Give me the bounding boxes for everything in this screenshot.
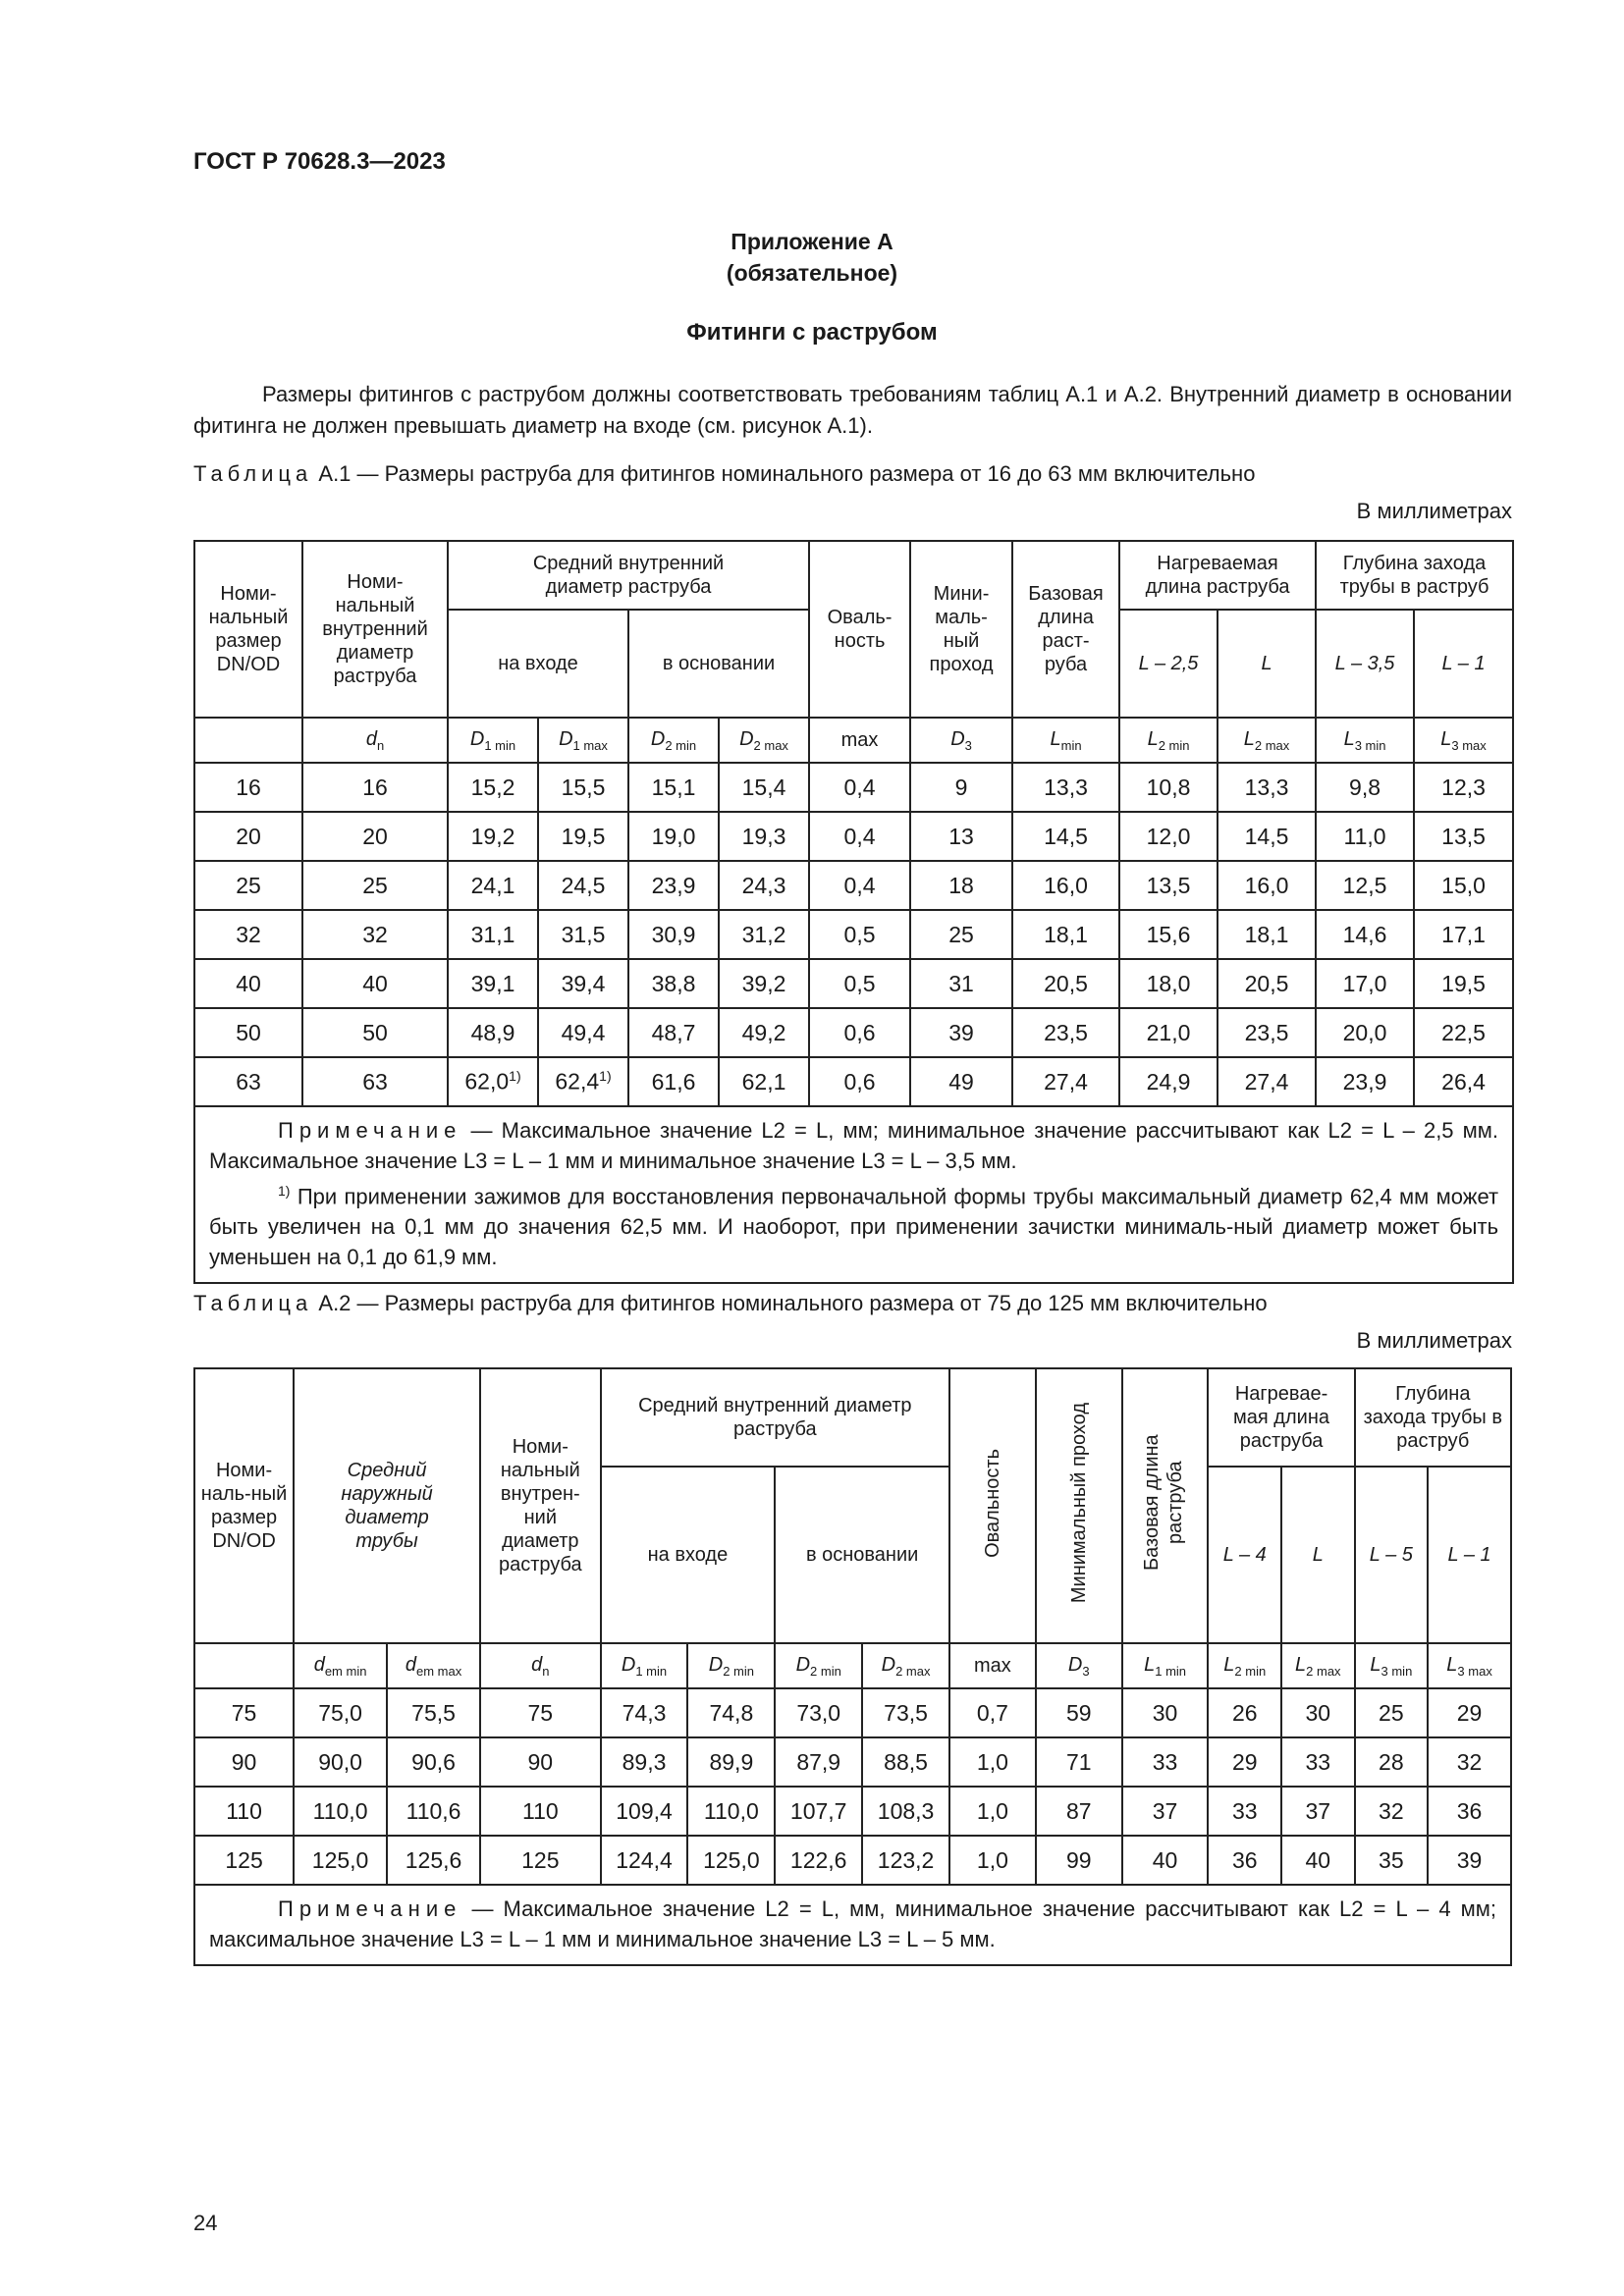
t1-cell: 14,5 <box>1012 812 1119 861</box>
t2-cell: 26 <box>1208 1688 1281 1737</box>
t1-cell: 17,1 <box>1414 910 1513 959</box>
t2-cell: 125 <box>194 1836 294 1885</box>
t2-cell: 108,3 <box>862 1787 949 1836</box>
t1-cell: 15,0 <box>1414 861 1513 910</box>
table2-units: В миллиметрах <box>1356 1328 1512 1353</box>
t1-cell: 0,5 <box>809 910 910 959</box>
section-title: Фитинги с раструбом <box>686 319 938 346</box>
table-row <box>194 763 1513 812</box>
t2-h-min-bore <box>1036 1368 1122 1643</box>
t1-h-nominal-inner: Номи-нальный внутренний диаметр раструба <box>302 541 448 718</box>
t1-cell: 16,0 <box>1218 861 1316 910</box>
t2-cell: 110,6 <box>387 1787 480 1836</box>
t1-cell: 15,1 <box>628 763 719 812</box>
t2-cell: 33 <box>1281 1737 1355 1787</box>
t1-cell: 62,4$^{1)}$ <box>538 1057 628 1106</box>
t1-cell: 9 <box>910 763 1012 812</box>
t1-cell: 0,4 <box>809 763 910 812</box>
t1-cell: 12,0 <box>1119 812 1218 861</box>
t2-cell: 90,6 <box>387 1737 480 1787</box>
t2-cell: 90,0 <box>294 1737 387 1787</box>
t2-h-ovality-text: Овальность <box>981 1448 1003 1558</box>
t2-cell: 87,9 <box>775 1737 862 1787</box>
t1-cell: 20 <box>194 812 302 861</box>
t1-cell: 25 <box>910 910 1012 959</box>
table2-note-label: Примечание <box>278 1896 462 1921</box>
t2-cell: 30 <box>1122 1688 1209 1737</box>
table-row <box>194 1008 1513 1057</box>
t1-cell: 40 <box>194 959 302 1008</box>
t2-sym-d1min: $D_{1 min}$ <box>601 1643 688 1688</box>
table1-note-text: — Максимальное значение L2 = L, мм; минимальное значение рассчитывают как L2 = L – 2,5 мм. Максимальное значение L3 = L – 1 мм и минимальное значение L3 = L – 3,5 мм. <box>209 1118 1499 1173</box>
t1-cell: 48,9 <box>448 1008 538 1057</box>
t1-h-l: L <box>1218 610 1316 718</box>
t2-h-base-length <box>1122 1368 1209 1643</box>
table2-label: Таблица <box>193 1291 313 1315</box>
t2-cell: 1,0 <box>949 1836 1036 1885</box>
appendix-subtitle: (обязательное) <box>726 260 898 286</box>
t2-h-mean-inner: Средний внутренний диаметр раструба <box>601 1368 949 1467</box>
t1-cell: 19,5 <box>538 812 628 861</box>
t2-cell: 124,4 <box>601 1836 688 1885</box>
footnote-mark: 1) <box>599 1068 612 1085</box>
t1-h-at-entry: на входе <box>448 610 628 718</box>
t2-h-heated-length: Нагревае-мая длина раструба <box>1208 1368 1354 1467</box>
t1-sym-max: max <box>809 718 910 763</box>
t2-cell: 87 <box>1036 1787 1122 1836</box>
t1-sym-l2max: $L_{2 max}$ <box>1218 718 1316 763</box>
t1-sym-d2min: $D_{2 min}$ <box>628 718 719 763</box>
t2-cell: 0,7 <box>949 1688 1036 1737</box>
t1-cell: 16 <box>302 763 448 812</box>
t2-h-l-minus-5: L – 5 <box>1355 1467 1429 1643</box>
table1-caption <box>193 461 1255 487</box>
t2-cell: 29 <box>1208 1737 1281 1787</box>
t2-cell: 123,2 <box>862 1836 949 1885</box>
t1-cell: 18,1 <box>1012 910 1119 959</box>
table1-caption-text: А.1 — Размеры раструба для фитингов номинального размера от 16 до 63 мм включительно <box>318 461 1256 486</box>
table-row <box>194 959 1513 1008</box>
t2-sym-max: max <box>949 1643 1036 1688</box>
t1-cell: 19,2 <box>448 812 538 861</box>
t2-cell: 36 <box>1428 1787 1511 1836</box>
t2-h-at-base: в основании <box>775 1467 949 1643</box>
t1-cell: 9,8 <box>1316 763 1414 812</box>
table-row <box>194 1688 1511 1737</box>
t1-cell: 48,7 <box>628 1008 719 1057</box>
table1-footnote-text: При применении зажимов для восстановления первоначальной формы трубы максимальный диаметр 62,4 мм может быть увеличен на 0,1 мм до значения 62,5 мм. И наоборот, при применении зачистки минималь-ный диаметр может быть уменьшен на 0,1 до 61,9 мм. <box>209 1184 1499 1270</box>
page-number: 24 <box>193 2211 218 2235</box>
table1-units: В миллиметрах <box>1356 499 1512 523</box>
t1-cell: 40 <box>302 959 448 1008</box>
t2-cell: 36 <box>1208 1836 1281 1885</box>
t1-cell: 14,6 <box>1316 910 1414 959</box>
t2-h-l: L <box>1281 1467 1355 1643</box>
t2-h-insertion-depth: Глубина захода трубы в раструб <box>1355 1368 1511 1467</box>
table-row <box>194 1836 1511 1885</box>
t1-cell: 39,1 <box>448 959 538 1008</box>
table2-caption <box>193 1291 1268 1316</box>
t1-cell: 13,5 <box>1119 861 1218 910</box>
table-row <box>194 812 1513 861</box>
t2-cell: 90 <box>480 1737 601 1787</box>
t1-sym-empty <box>194 718 302 763</box>
t2-cell: 40 <box>1281 1836 1355 1885</box>
table2-caption-text: А.2 — Размеры раструба для фитингов номинального размера от 75 до 125 мм включительно <box>318 1291 1268 1315</box>
t2-sym-d2min-a: $D_{2 min}$ <box>687 1643 775 1688</box>
t1-sym-d1min: $D_{1 min}$ <box>448 718 538 763</box>
t2-cell: 1,0 <box>949 1787 1036 1836</box>
t1-sym-lmin: $L_{min}$ <box>1012 718 1119 763</box>
t1-cell: 31,1 <box>448 910 538 959</box>
t1-cell: 49,2 <box>719 1008 809 1057</box>
document-code: ГОСТ Р 70628.3—2023 <box>193 148 446 175</box>
t1-cell: 31,2 <box>719 910 809 959</box>
t1-cell: 24,3 <box>719 861 809 910</box>
t2-cell: 75 <box>194 1688 294 1737</box>
t2-sym-demmax: $d_{em max}$ <box>387 1643 480 1688</box>
table1-note-label: Примечание <box>278 1118 462 1143</box>
t2-cell: 29 <box>1428 1688 1511 1737</box>
t2-cell: 110 <box>480 1787 601 1836</box>
t1-cell: 15,5 <box>538 763 628 812</box>
t1-cell: 16 <box>194 763 302 812</box>
t2-cell: 39 <box>1428 1836 1511 1885</box>
t1-h-at-base: в основании <box>628 610 809 718</box>
t1-h-insertion-depth: Глубина захода трубы в раструб <box>1316 541 1513 610</box>
t2-cell: 107,7 <box>775 1787 862 1836</box>
t2-cell: 30 <box>1281 1688 1355 1737</box>
t1-sym-l2min: $L_{2 min}$ <box>1119 718 1218 763</box>
table-row <box>194 1737 1511 1787</box>
t2-cell: 59 <box>1036 1688 1122 1737</box>
t2-cell: 74,3 <box>601 1688 688 1737</box>
t2-sym-l1min: $L_{1 min}$ <box>1122 1643 1209 1688</box>
t2-cell: 33 <box>1208 1787 1281 1836</box>
t2-cell: 1,0 <box>949 1737 1036 1787</box>
table-row <box>194 861 1513 910</box>
t1-cell: 21,0 <box>1119 1008 1218 1057</box>
t1-cell: 19,5 <box>1414 959 1513 1008</box>
t2-sym-l2min: $L_{2 min}$ <box>1208 1643 1281 1688</box>
t1-cell: 50 <box>302 1008 448 1057</box>
t1-h-min-bore: Мини-маль-ный проход <box>910 541 1012 718</box>
t2-cell: 125 <box>480 1836 601 1885</box>
t1-cell: 0,4 <box>809 812 910 861</box>
t1-cell: 24,1 <box>448 861 538 910</box>
t2-cell: 88,5 <box>862 1737 949 1787</box>
table2-note-text: — Максимальное значение L2 = L, мм, минимальное значение рассчитывают как L2 = L – 4 мм; максимальное значение L3 = L – 1 мм и минимальное значение L3 = L – 5 мм. <box>209 1896 1496 1951</box>
table1-footnote-mark: 1) <box>278 1183 291 1199</box>
t1-cell: 18,1 <box>1218 910 1316 959</box>
t1-h-base-length: Базовая длина раст-руба <box>1012 541 1119 718</box>
t1-cell: 20 <box>302 812 448 861</box>
t1-cell: 0,6 <box>809 1008 910 1057</box>
t1-cell: 23,5 <box>1012 1008 1119 1057</box>
table1 <box>193 540 1514 1284</box>
t1-cell: 32 <box>194 910 302 959</box>
t1-cell: 31 <box>910 959 1012 1008</box>
t2-h-mean-outer: Средний наружный диаметр трубы <box>294 1368 480 1643</box>
t1-cell: 27,4 <box>1012 1057 1119 1106</box>
t2-cell: 73,0 <box>775 1688 862 1737</box>
t1-cell: 62,1 <box>719 1057 809 1106</box>
t2-h-dn-od: Номи-наль-ный размер DN/OD <box>194 1368 294 1643</box>
t2-h-base-length-text: Базовая длина раструба <box>1140 1434 1186 1572</box>
t1-cell: 62,0$^{1)}$ <box>448 1057 538 1106</box>
t1-cell: 22,5 <box>1414 1008 1513 1057</box>
table-row <box>194 1787 1511 1836</box>
t1-cell: 63 <box>302 1057 448 1106</box>
intro-paragraph: Размеры фитингов с раструбом должны соответствовать требованиям таблиц А.1 и А.2. Внутренний диаметр в основании фитинга не должен превышать диаметр на входе (см. рисунок А.1). <box>193 382 1512 438</box>
t2-cell: 99 <box>1036 1836 1122 1885</box>
t2-h-ovality <box>949 1368 1036 1643</box>
t1-cell: 17,0 <box>1316 959 1414 1008</box>
t1-sym-dn: $d_n$ <box>302 718 448 763</box>
t2-cell: 74,8 <box>687 1688 775 1737</box>
t2-cell: 37 <box>1122 1787 1209 1836</box>
t2-h-l-minus-1: L – 1 <box>1428 1467 1511 1643</box>
t1-h-l-minus-3-5: L – 3,5 <box>1316 610 1414 718</box>
t1-sym-l3min: $L_{3 min}$ <box>1316 718 1414 763</box>
t2-sym-d2max: $D_{2 max}$ <box>862 1643 949 1688</box>
t1-cell: 49 <box>910 1057 1012 1106</box>
t2-cell: 75,5 <box>387 1688 480 1737</box>
table2 <box>193 1367 1512 1966</box>
t1-cell: 39,2 <box>719 959 809 1008</box>
t1-cell: 10,8 <box>1119 763 1218 812</box>
t1-cell: 0,5 <box>809 959 910 1008</box>
t1-sym-d2max: $D_{2 max}$ <box>719 718 809 763</box>
t2-h-nominal-inner: Номи-нальный внутрен-ний диаметр раструба <box>480 1368 601 1643</box>
t2-cell: 89,3 <box>601 1737 688 1787</box>
t1-cell: 32 <box>302 910 448 959</box>
t1-cell: 13,5 <box>1414 812 1513 861</box>
t1-cell: 20,5 <box>1218 959 1316 1008</box>
t1-cell: 0,4 <box>809 861 910 910</box>
table1-note <box>194 1106 1513 1283</box>
t1-cell: 13,3 <box>1218 763 1316 812</box>
t2-cell: 40 <box>1122 1836 1209 1885</box>
t1-cell: 23,5 <box>1218 1008 1316 1057</box>
t1-cell: 30,9 <box>628 910 719 959</box>
t2-cell: 110,0 <box>687 1787 775 1836</box>
t2-cell: 122,6 <box>775 1836 862 1885</box>
table2-note <box>194 1885 1511 1965</box>
t1-cell: 13 <box>910 812 1012 861</box>
t1-cell: 27,4 <box>1218 1057 1316 1106</box>
t1-cell: 11,0 <box>1316 812 1414 861</box>
t1-cell: 49,4 <box>538 1008 628 1057</box>
t1-cell: 0,6 <box>809 1057 910 1106</box>
t1-cell: 25 <box>194 861 302 910</box>
t1-h-heated-length: Нагреваемая длина раструба <box>1119 541 1316 610</box>
t1-cell: 15,2 <box>448 763 538 812</box>
t2-cell: 35 <box>1355 1836 1429 1885</box>
t2-h-l-minus-4: L – 4 <box>1208 1467 1281 1643</box>
t1-cell: 18 <box>910 861 1012 910</box>
t1-sym-l3max: $L_{3 max}$ <box>1414 718 1513 763</box>
t1-h-mean-inner: Средний внутренний диаметр раструба <box>448 541 809 610</box>
t1-cell: 12,5 <box>1316 861 1414 910</box>
t2-sym-l3max: $L_{3 max}$ <box>1428 1643 1511 1688</box>
t1-cell: 31,5 <box>538 910 628 959</box>
t2-cell: 89,9 <box>687 1737 775 1787</box>
t1-cell: 16,0 <box>1012 861 1119 910</box>
t1-h-l-minus-2-5: L – 2,5 <box>1119 610 1218 718</box>
appendix-title: Приложение А <box>731 229 893 254</box>
t2-cell: 33 <box>1122 1737 1209 1787</box>
t1-cell: 19,0 <box>628 812 719 861</box>
t2-cell: 71 <box>1036 1737 1122 1787</box>
t2-cell: 110 <box>194 1787 294 1836</box>
t2-cell: 75 <box>480 1688 601 1737</box>
t1-cell: 23,9 <box>628 861 719 910</box>
t2-cell: 109,4 <box>601 1787 688 1836</box>
t2-sym-d3: $D_3$ <box>1036 1643 1122 1688</box>
footnote-mark: 1) <box>509 1068 521 1085</box>
t1-h-dn-od: Номи-нальный размер DN/OD <box>194 541 302 718</box>
t1-cell: 39,4 <box>538 959 628 1008</box>
t1-h-ovality: Оваль-ность <box>809 541 910 718</box>
t1-cell: 63 <box>194 1057 302 1106</box>
t2-cell: 110,0 <box>294 1787 387 1836</box>
t2-sym-l2max: $L_{2 max}$ <box>1281 1643 1355 1688</box>
t2-cell: 125,0 <box>294 1836 387 1885</box>
t1-sym-d1max: $D_{1 max}$ <box>538 718 628 763</box>
t2-cell: 32 <box>1428 1737 1511 1787</box>
table-row <box>194 1057 1513 1106</box>
t2-cell: 73,5 <box>862 1688 949 1737</box>
t1-cell: 15,6 <box>1119 910 1218 959</box>
t1-cell: 18,0 <box>1119 959 1218 1008</box>
t1-sym-d3: $D_3$ <box>910 718 1012 763</box>
t2-sym-empty <box>194 1643 294 1688</box>
t2-cell: 28 <box>1355 1737 1429 1787</box>
t1-cell: 24,9 <box>1119 1057 1218 1106</box>
t1-cell: 25 <box>302 861 448 910</box>
t2-cell: 37 <box>1281 1787 1355 1836</box>
t1-cell: 50 <box>194 1008 302 1057</box>
t2-cell: 25 <box>1355 1688 1429 1737</box>
table1-label: Таблица <box>193 461 313 486</box>
t2-sym-d2min-b: $D_{2 min}$ <box>775 1643 862 1688</box>
t2-cell: 75,0 <box>294 1688 387 1737</box>
t1-cell: 14,5 <box>1218 812 1316 861</box>
t2-cell: 125,6 <box>387 1836 480 1885</box>
t1-cell: 39 <box>910 1008 1012 1057</box>
t1-cell: 23,9 <box>1316 1057 1414 1106</box>
t2-cell: 125,0 <box>687 1836 775 1885</box>
t2-cell: 32 <box>1355 1787 1429 1836</box>
t2-cell: 90 <box>194 1737 294 1787</box>
t1-cell: 20,0 <box>1316 1008 1414 1057</box>
t1-cell: 20,5 <box>1012 959 1119 1008</box>
t2-sym-l3min: $L_{3 min}$ <box>1355 1643 1429 1688</box>
t2-sym-dn: $d_n$ <box>480 1643 601 1688</box>
t1-cell: 12,3 <box>1414 763 1513 812</box>
t1-cell: 19,3 <box>719 812 809 861</box>
t2-h-min-bore-text: Минимальный проход <box>1067 1402 1090 1604</box>
t1-cell: 26,4 <box>1414 1057 1513 1106</box>
table-row <box>194 910 1513 959</box>
t1-cell: 13,3 <box>1012 763 1119 812</box>
t2-sym-demmin: $d_{em min}$ <box>294 1643 387 1688</box>
t1-cell: 61,6 <box>628 1057 719 1106</box>
t1-h-l-minus-1: L – 1 <box>1414 610 1513 718</box>
t1-cell: 38,8 <box>628 959 719 1008</box>
t1-cell: 15,4 <box>719 763 809 812</box>
t2-h-at-entry: на входе <box>601 1467 776 1643</box>
t1-cell: 24,5 <box>538 861 628 910</box>
